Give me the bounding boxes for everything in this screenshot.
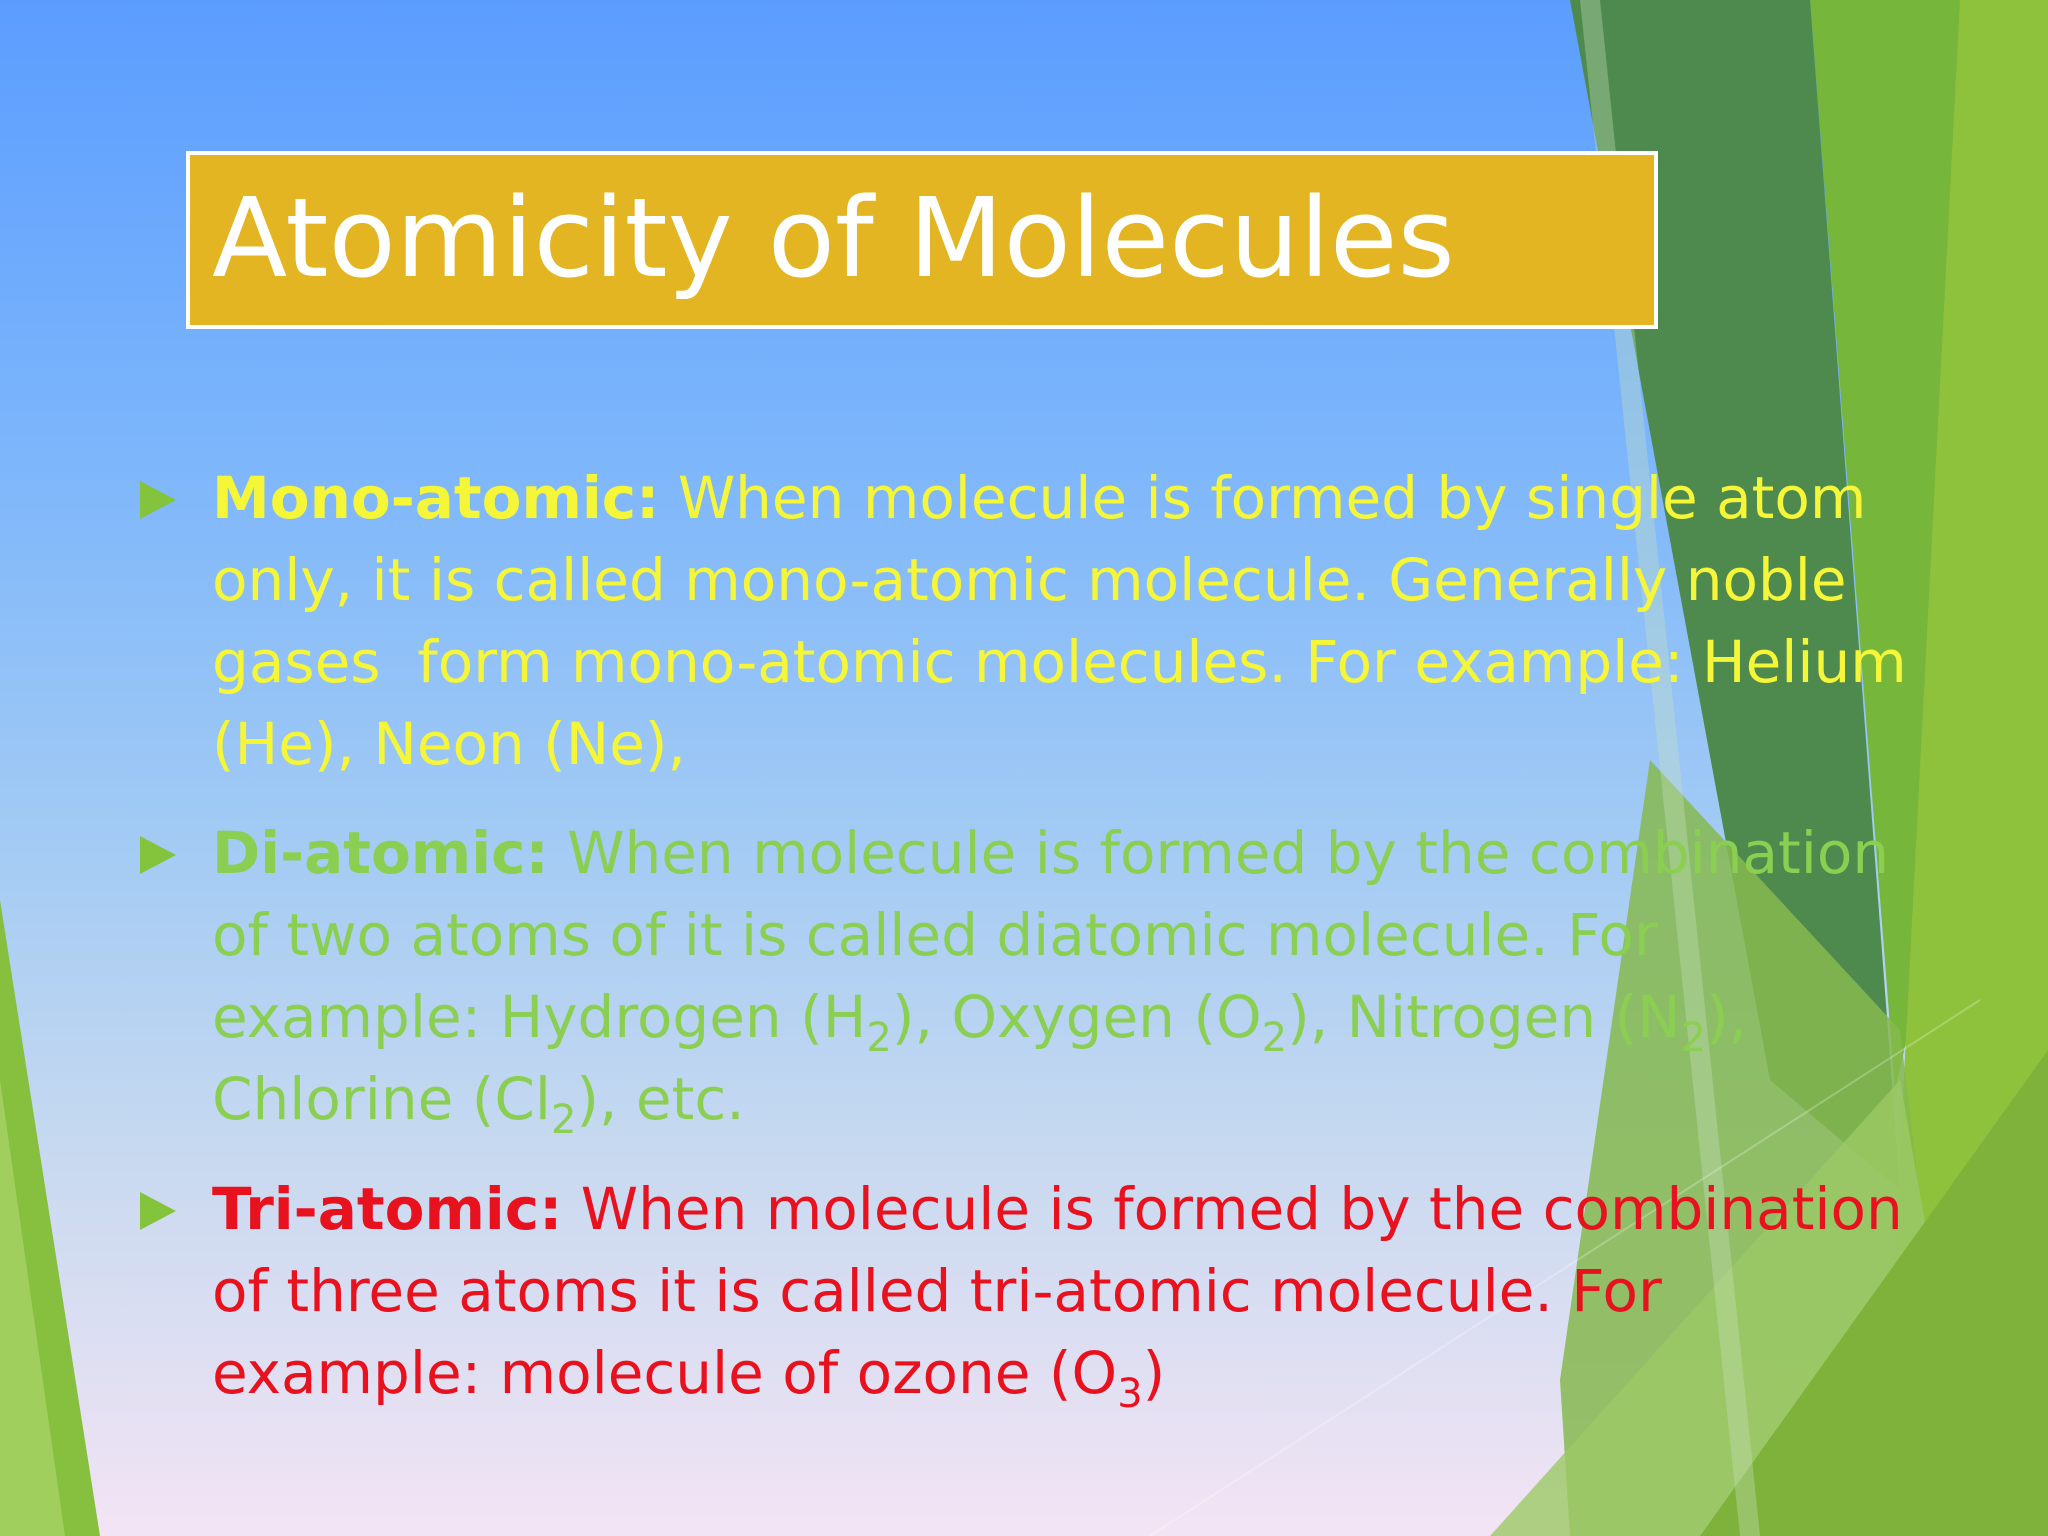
bullet-tri-atomic: [212, 1168, 2012, 1417]
slide-title: Atomicity of Molecules: [212, 174, 1455, 302]
bullet-line: gases form mono-atomic molecules. For example: Helium: [212, 628, 1907, 696]
subscript: 2: [1680, 1015, 1707, 1061]
triangle-right-icon: [140, 1192, 176, 1230]
bullet-line: [212, 1332, 2012, 1417]
title-box: [186, 151, 1658, 329]
triangle-right-icon: [140, 836, 176, 874]
text-segment: ), Nitrogen (N: [1287, 983, 1681, 1051]
text-segment: example: Hydrogen (H: [212, 983, 867, 1051]
bullet-line: only, it is called mono-atomic molecule. Generally noble: [212, 546, 1847, 614]
bullet-line: [212, 457, 2012, 539]
bullet-line: (He), Neon (Ne),: [212, 710, 686, 778]
bullet-line: [212, 812, 2012, 894]
bullet-text: When molecule is formed by the combination: [548, 819, 1890, 887]
bullet-text: When molecule is formed by single atom: [659, 464, 1867, 532]
text-segment: ), Oxygen (O: [891, 983, 1262, 1051]
subscript: 2: [550, 1097, 577, 1143]
bullet-di-atomic: [212, 812, 2012, 1143]
subscript: 2: [866, 1015, 892, 1061]
text-segment: ), etc.: [576, 1065, 745, 1133]
bullet-text: When molecule is formed by the combination: [562, 1175, 1903, 1243]
bullet-line: of two atoms of it is called diatomic molecule. For: [212, 901, 1658, 969]
bullet-term: Tri-atomic:: [212, 1175, 563, 1243]
subscript: 3: [1117, 1371, 1143, 1417]
bullet-line: of three atoms it is called tri-atomic molecule. For: [212, 1257, 1662, 1325]
bullet-term: Mono-atomic:: [212, 464, 660, 532]
bullet-line: [212, 1168, 2012, 1250]
bullet-line: [212, 1058, 2012, 1143]
bullet-mono-atomic: [212, 457, 2012, 785]
text-segment: ),: [1706, 983, 1748, 1051]
subscript: 2: [1261, 1015, 1288, 1061]
bullet-term: Di-atomic:: [212, 819, 549, 887]
text-segment: example: molecule of ozone (O: [212, 1339, 1118, 1407]
bullet-line: [212, 976, 2012, 1061]
text-segment: ): [1142, 1339, 1166, 1407]
triangle-right-icon: [140, 481, 176, 519]
text-segment: Chlorine (Cl: [212, 1065, 551, 1133]
